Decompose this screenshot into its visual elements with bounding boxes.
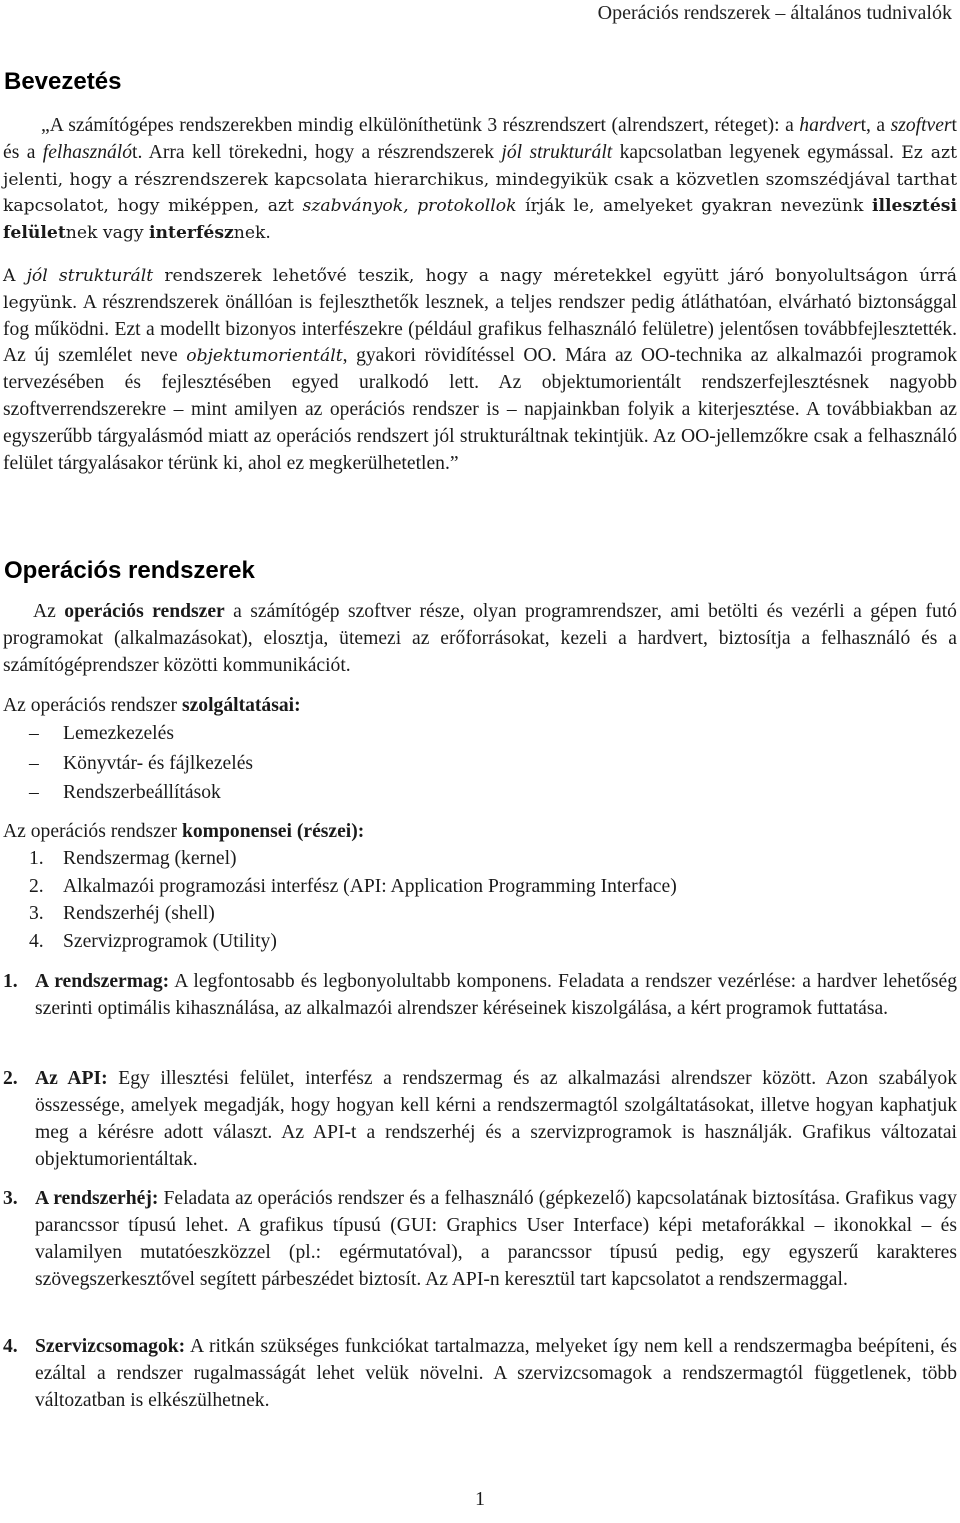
services-lead: Az operációs rendszer szolgáltatásai: <box>3 695 301 716</box>
list-item: 4. Szervizprogramok (Utility) <box>29 930 277 952</box>
services-list <box>3 719 957 808</box>
os-definition: Az operációs rendszer a számítógép szoftver része, olyan programrendszer, ami betölti és vezérli a gépen futó programokat (alkalmazásokat), elosztja, ütemezi az erőforrásokat, kezeli a hardvert, biztosítja a felhasználó és a számítógéprendszer közötti kommunikációt. <box>3 601 957 676</box>
list-item: 2. Alkalmazói programozási interfész (API: Application Programming Interface) <box>29 875 677 897</box>
list-item: 1. Rendszermag (kernel) <box>29 848 237 869</box>
detail-api: 2. Az API: Egy illesztési felület, interfész a rendszermag és az alkalmazási alrendszer között. Azon szabályok összessége, amelyek megadják, hogy hogyan kell kérni a rendszermagtól szolgáltatásokat, illetve hogyan kaphatjuk meg a kérésre adott választ. Az API-t a rendszerhéj és a szervizprogramok is használják. Grafikus változatai objektumorientáltak. <box>3 1068 957 1170</box>
running-header: Operációs rendszerek – általános tudnivalók <box>597 2 952 24</box>
intro-paragraph-2: A jól strukturált rendszerek lehetővé teszik, hogy a nagy méretekkel együtt járó bonyolultságon úrrá legyünk. A részrendszerek önállóan is fejleszthetők lesznek, a teljes rendszer pedig átláthatóan, elvárható biztonsággal fog működni. Ezt a modellt bizonyos interfészekre (például grafikus felhasználó felületre) jelentősen továbbfejlesztették. Az új szemlélet neve objektumorientált, gyakori rövidítéssel OO. Mára az OO-technika az alkalmazói programok tervezésében és fejlesztésében egyed uralkodó lett. Az objektumorientált rendszerfejlesztésnek nagyobb szoftverrendszerekre – mint amilyen az operációs rendszer is – napjainkban folyik a kiterjesztése. A továbbiakban az egyszerűbb tárgyalásmód miatt az operációs rendszert jól strukturáltnak tekintjük. Az OO-jellemzőkre csak a felhasználó felület tárgyalásakor térünk ki, ahol ez megkerülhetetlen.” <box>3 266 958 474</box>
services-block <box>3 692 957 808</box>
heading-bevezetes: Bevezetés <box>4 68 122 95</box>
list-item: – Lemezkezelés <box>29 723 174 744</box>
detail-utilities: 4. Szervizcsomagok: A ritkán szükséges funkciókat tartalmazza, melyeket így nem kell a rendszermagba beépíteni, és ezáltal a rendszer rugalmasságát lehet velük növelni. A szervizcsomagok a rendszermagtól függetlenek, több változatban is elkészülhetnek. <box>3 1336 957 1411</box>
list-item: – Rendszerbeállítások <box>29 782 221 803</box>
detail-shell: 3. A rendszerhéj: Feladata az operációs rendszer és a felhasználó (gépkezelő) kapcsolatának biztosítása. Grafikus vagy parancssor típusú lehet. A grafikus típusú (GUI: Graphics User Interface) képi metaforákkal – ikonokkal – és valamilyen mutatóeszközzel (pl.: egérmutatóval), a parancssor típusú pedig, egy egyszerű karakteres szövegszerkesztővel segített párbeszédet biztosít. Az API-n keresztül tart kapcsolatot a rendszermaggal. <box>3 1188 957 1290</box>
heading-operacios-rendszerek: Operációs rendszerek <box>4 557 255 584</box>
components-list <box>3 845 957 955</box>
list-item: 3. Rendszerhéj (shell) <box>29 903 215 924</box>
list-item: – Könyvtár- és fájlkezelés <box>29 752 254 774</box>
components-block <box>3 818 957 955</box>
intro-paragraph-1: „A számítógépes rendszerekben mindig elkülöníthetünk 3 részrendszert (alrendszert, réteget): a hardvert, a szoftvert és a felhasználót. Arra kell törekedni, hogy a részrendszerek jól strukturált kapcsolatban legyenek egymással. Ez azt jelenti, hogy a részrendszerek kapcsolata hierarchikus, mindegyikük csak a közvetlen szomszédjával tarthat kapcsolatot, hogy miképpen, azt szabványok, protokollok írják le, amelyeket gyakran nevezünk illesztési felületnek vagy interfésznek. <box>3 115 958 244</box>
page-number: 1 <box>475 1488 485 1510</box>
detail-kernel: 1. A rendszermag: A legfontosabb és legbonyolultabb komponens. Feladata a rendszer vezérlése: a hardver lehetőség szerinti optimális kihasználása, az alkalmazói alrendszer kéréseinek kiszolgálása, a kért programok futtatása. <box>3 971 957 1019</box>
components-lead: Az operációs rendszer komponensei (részei): <box>3 821 365 842</box>
